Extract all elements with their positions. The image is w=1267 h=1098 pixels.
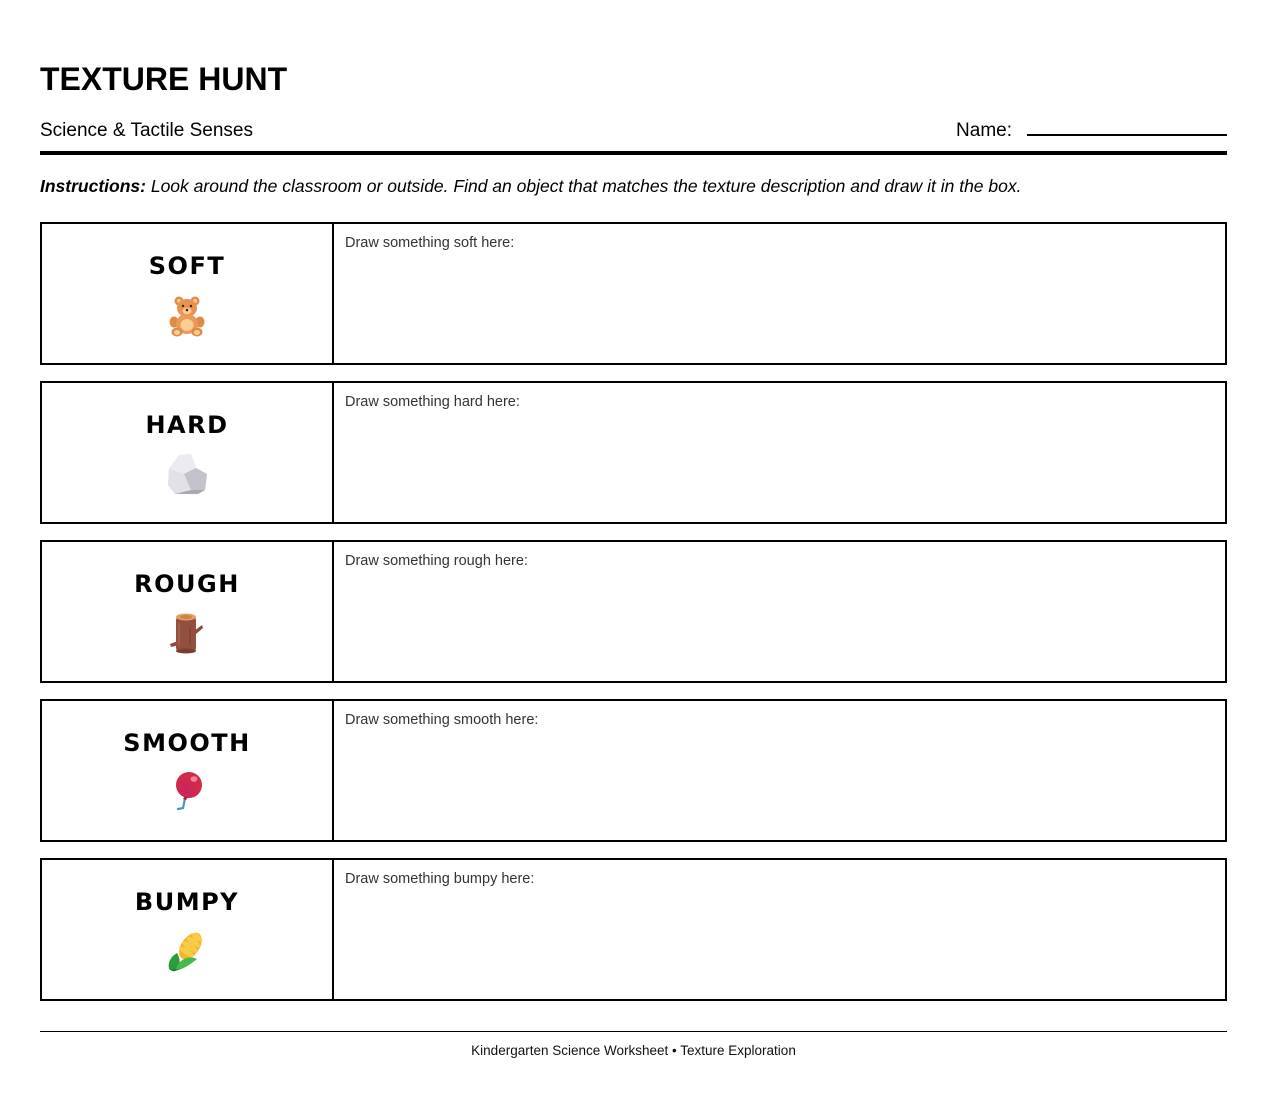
footer-divider [40,1031,1227,1032]
draw-prompt: Draw something bumpy here: [345,871,535,887]
draw-prompt: Draw something rough here: [345,553,528,569]
texture-row-rough [40,540,1227,683]
page-title: TEXTURE HUNT [40,61,288,97]
texture-name: SOFT [148,252,226,280]
drawing-area[interactable] [334,860,1225,999]
instructions [40,175,1227,197]
texture-name: ROUGH [134,570,240,598]
drawing-area[interactable] [334,224,1225,363]
balloon-icon [165,770,209,814]
name-label: Name: [956,120,1012,141]
drawing-area[interactable] [334,542,1225,681]
draw-prompt: Draw something smooth here: [345,712,539,728]
teddy-bear-icon [165,293,209,337]
subtitle: Science & Tactile Senses [40,120,253,141]
footer-text: Kindergarten Science Worksheet • Texture Exploration [471,1043,796,1058]
texture-label-cell [42,383,334,522]
instructions-text: Look around the classroom or outside. Find an object that matches the texture description and draw it in the box. [145,176,1022,196]
texture-row-hard [40,381,1227,524]
texture-label-cell [42,860,334,999]
texture-label-cell [42,542,334,681]
name-field [956,119,1227,143]
drawing-area[interactable] [334,383,1225,522]
rock-icon [165,452,209,496]
texture-rows [40,222,1227,1017]
texture-label-cell [42,701,334,840]
corn-icon [165,929,209,973]
texture-row-soft [40,222,1227,365]
texture-row-bumpy [40,858,1227,1001]
name-write-line[interactable] [1027,134,1227,136]
header-divider [40,151,1227,155]
texture-name: BUMPY [134,888,240,916]
drawing-area[interactable] [334,701,1225,840]
texture-row-smooth [40,699,1227,842]
texture-name: SMOOTH [123,729,251,757]
instructions-label: Instructions: [40,176,146,196]
subtitle-row [40,119,1227,143]
texture-name: HARD [145,411,229,439]
texture-label-cell [42,224,334,363]
draw-prompt: Draw something hard here: [345,394,520,410]
wood-log-icon [165,611,209,655]
draw-prompt: Draw something soft here: [345,235,515,251]
